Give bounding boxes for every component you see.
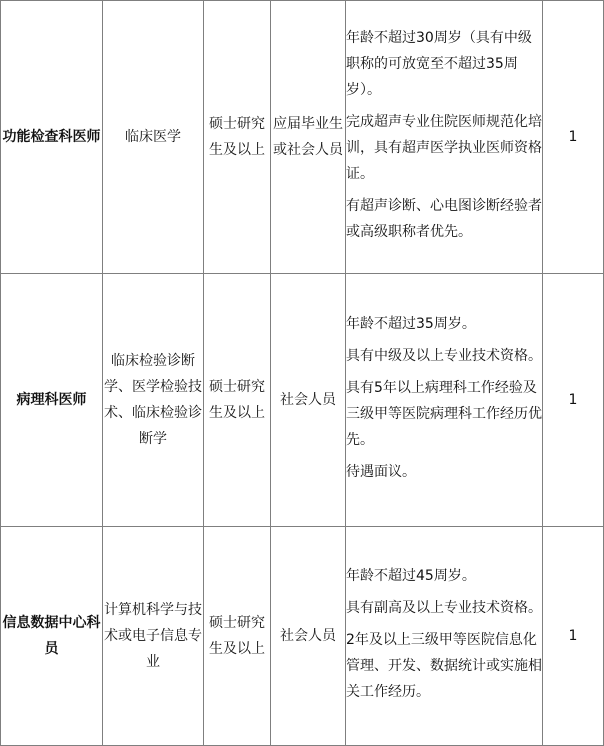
- table-row: [1, 1, 604, 274]
- source-cell: 应届毕业生或社会人员: [271, 1, 346, 274]
- requirement-line: 年龄不超过30周岁（具有中级职称的可放宽至不超过35周岁）。: [346, 30, 532, 98]
- position-cell: 信息数据中心科员: [1, 527, 103, 746]
- source-cell: 社会人员: [271, 274, 346, 527]
- requirements-cell: [346, 527, 543, 746]
- position-cell: 病理科医师: [1, 274, 103, 527]
- requirement-line: 完成超声专业住院医师规范化培训，具有超声医学执业医师资格证。: [346, 114, 542, 182]
- education-cell: 硕士研究生及以上: [204, 1, 271, 274]
- education-cell: 硕士研究生及以上: [204, 527, 271, 746]
- requirement-line: 2年及以上三级甲等医院信息化管理、开发、数据统计或实施相关工作经历。: [346, 632, 542, 700]
- requirement-line: 年龄不超过45周岁。: [346, 568, 476, 584]
- major-cell: 临床医学: [103, 1, 204, 274]
- education-cell: 硕士研究生及以上: [204, 274, 271, 527]
- requirement-line: 有超声诊断、心电图诊断经验者或高级职称者优先。: [346, 198, 542, 240]
- requirement-line: 具有副高及以上专业技术资格。: [346, 600, 542, 616]
- count-cell: 1: [543, 274, 604, 527]
- requirement-line: 待遇面议。: [346, 464, 416, 480]
- major-cell: 计算机科学与技术或电子信息专业: [103, 527, 204, 746]
- source-cell: 社会人员: [271, 527, 346, 746]
- requirements-cell: [346, 274, 543, 527]
- major-cell: 临床检验诊断学、医学检验技术、临床检验诊断学: [103, 274, 204, 527]
- requirement-line: 具有中级及以上专业技术资格。: [346, 348, 542, 364]
- count-cell: 1: [543, 527, 604, 746]
- requirement-line: 具有5年以上病理科工作经验及三级甲等医院病理科工作经历优先。: [346, 380, 542, 448]
- requirement-line: 年龄不超过35周岁。: [346, 316, 476, 332]
- position-cell: 功能检查科医师: [1, 1, 103, 274]
- table-row: [1, 274, 604, 527]
- count-cell: 1: [543, 1, 604, 274]
- requirements-cell: [346, 1, 543, 274]
- table-row: [1, 527, 604, 746]
